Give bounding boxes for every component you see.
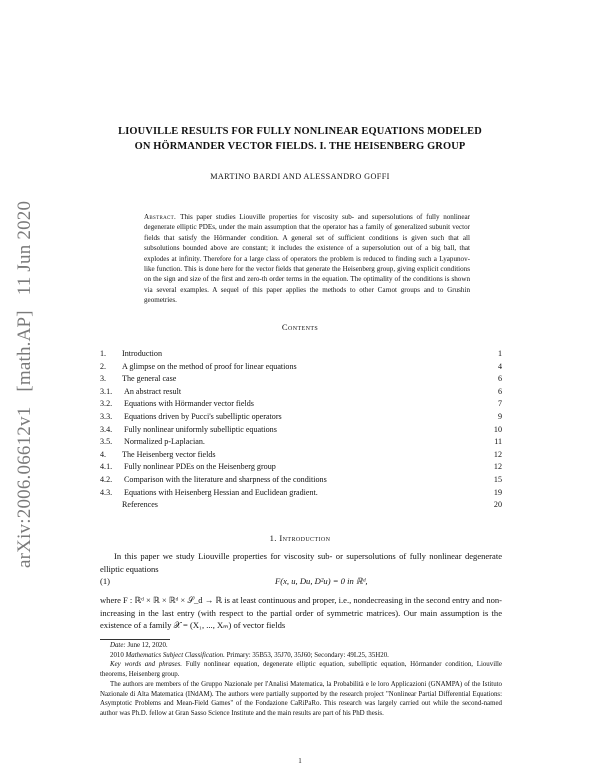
contents-heading: Contents xyxy=(281,322,319,332)
toc-entry-title: Comparison with the literature and sharpness of the conditions xyxy=(124,474,327,484)
toc-entry-title: References xyxy=(122,500,158,510)
arxiv-identifier[interactable]: arXiv:2006.06612v1 xyxy=(14,406,35,568)
toc-entry-title: The Heisenberg vector fields xyxy=(122,449,216,459)
toc-entry-page: 12 xyxy=(493,462,502,472)
toc-entry-page: 6 xyxy=(497,374,502,384)
toc-entry-number: 3.2. xyxy=(100,399,113,409)
toc-entry[interactable] xyxy=(100,449,502,462)
toc-entry-page: 7 xyxy=(497,399,502,409)
toc-entry[interactable] xyxy=(100,411,502,424)
toc-entry[interactable] xyxy=(100,373,502,386)
toc-entry[interactable] xyxy=(100,436,502,449)
toc-entry[interactable] xyxy=(100,398,502,411)
toc-entry-number: 3.3. xyxy=(100,411,113,421)
paper-title xyxy=(100,124,500,154)
equation-label: (1) xyxy=(100,576,111,586)
equation xyxy=(100,576,502,590)
paragraph: In this paper we study Liouville properties for viscosity sub- or supersolutions of fully nonlinear degenerate elliptic equations xyxy=(100,551,502,574)
toc-entry-page: 4 xyxy=(497,361,502,371)
toc-entry-title: The general case xyxy=(122,374,177,384)
toc-entry-number: 3.4. xyxy=(100,424,113,434)
toc-entry-number: 1. xyxy=(100,349,107,358)
toc-entry-number: 4. xyxy=(100,449,107,459)
abstract-label: Abstract. xyxy=(144,213,177,221)
toc-entry-page: 11 xyxy=(494,437,502,447)
abstract-text: This paper studies Liouville properties for viscosity sub- and supersolutions of fully nonlinear degenerate elliptic PDEs, under the main assumption that the operator has a family of generalized subunit vector fields that satisfy the Hörmander condition. A general set of sufficient conditions is given such that all subsolutions bounded above are constant; it includes the existence of a supersolution out of a big ball, that explodes at infinity. Therefore for a large class of operators the problem is reduced to finding such a Lyapunov-like function. This is done here for the vector fields that generate the Heisenberg group, giving explicit conditions on the sign and size of the first and zero-th order terms in the equation. The optimality of the conditions is shown via several examples. A sequel of this paper applies the methods to other Carnot groups and to Grushin geometries. xyxy=(144,213,470,305)
paragraph: where F : ℝᵈ × ℝ × ℝᵈ × 𝒮_d → ℝ is at least continuous and proper, i.e., nondecreasing in the second entry and non-increasing in the last entry (with respect to the partial order of symmetric matrices). Our main assumption is the existence of a family 𝒳 = (X₁, ..., Xₘ) of vector fields xyxy=(100,595,502,630)
toc-entry-number: 4.1. xyxy=(100,462,113,472)
toc-entry-title: Equations with Hörmander vector fields xyxy=(124,399,254,409)
toc-entry-title: Equations with Heisenberg Hessian and Euclidean gradient. xyxy=(124,487,318,497)
footnote-keywords: Key words and phrases. Fully nonlinear equation, degenerate elliptic equation, subelliptic equation, Hörmander condition, Liouville theorems, Heisenberg group. xyxy=(100,661,502,679)
table-of-contents xyxy=(100,348,502,512)
toc-entry-page: 12 xyxy=(493,449,502,459)
toc-entry-number: 2. xyxy=(100,361,107,371)
equation-body: F(x, u, Du, D²u) = 0 in ℝᵈ, xyxy=(275,576,368,586)
toc-entry-number: 4.2. xyxy=(100,474,113,484)
footnote-date: Date: June 12, 2020. xyxy=(110,642,168,649)
arxiv-date: 11 Jun 2020 xyxy=(14,200,35,296)
page-number: 1 xyxy=(298,757,302,765)
toc-entry[interactable] xyxy=(100,386,502,399)
authors: MARTINO BARDI AND ALESSANDRO GOFFI xyxy=(210,172,390,181)
toc-entry-number xyxy=(100,499,118,512)
toc-entry-number: 4.3. xyxy=(100,487,113,497)
footnote-divider xyxy=(100,639,170,640)
toc-entry[interactable] xyxy=(100,499,502,512)
arxiv-stamp xyxy=(14,168,36,568)
toc-entry-page: 19 xyxy=(493,487,502,497)
toc-entry[interactable] xyxy=(100,424,502,437)
abstract xyxy=(144,212,470,306)
footnote-msc: 2010 Mathematics Subject Classification. Primary: 35B53, 35J70, 35J60; Secondary: 49L25, 35H20. xyxy=(110,651,389,659)
toc-entry-title: An abstract result xyxy=(124,386,182,396)
toc-entry-number: 3.5. xyxy=(100,437,113,447)
toc-entry-page: 9 xyxy=(497,411,502,421)
title-line-2: ON HÖRMANDER VECTOR FIELDS. I. THE HEISENBERG GROUP xyxy=(134,141,466,152)
toc-entry-page: 6 xyxy=(497,386,502,396)
toc-entry-page: 1 xyxy=(497,349,502,358)
arxiv-category: [math.AP] xyxy=(14,310,35,392)
toc-entry[interactable] xyxy=(100,487,502,500)
toc-entry-page: 10 xyxy=(493,424,502,434)
toc-entry-number: 3. xyxy=(100,374,107,384)
title-line-1: LIOUVILLE RESULTS FOR FULLY NONLINEAR EQUATIONS MODELED xyxy=(118,126,482,137)
toc-entry-title: Fully nonlinear PDEs on the Heisenberg group xyxy=(124,462,276,472)
section-heading: 1. Introduction xyxy=(269,533,331,543)
footnotes xyxy=(100,641,502,719)
toc-entry[interactable] xyxy=(100,348,502,361)
toc-entry-title: Fully nonlinear uniformly subelliptic equations xyxy=(124,424,277,434)
toc-entry-title: A glimpse on the method of proof for linear equations xyxy=(122,361,297,371)
toc-entry-title: Normalized p-Laplacian. xyxy=(124,437,205,447)
toc-entry[interactable] xyxy=(100,461,502,474)
toc-entry[interactable] xyxy=(100,474,502,487)
toc-entry-title: Equations driven by Pucci's subelliptic operators xyxy=(124,411,282,421)
toc-entry[interactable] xyxy=(100,361,502,374)
toc-entry-page: 20 xyxy=(493,500,502,510)
toc-entry-page: 15 xyxy=(493,474,502,484)
footnote-funding: The authors are members of the Gruppo Nazionale per l'Analisi Matematica, la Probabilità e le loro Applicazioni (GNAMPA) of the Istituto Nazionale di Alta Matematica (INdAM). The authors were partially supported by the research project "Nonlinear Partial Differential Equations: Asymptotic Problems and Mean-Field Games" of the Fondazione CaRiPaRo. This research was largely carried out while the second-named author was Ph.D. fellow at Gran Sasso Science Institute and the main results are part of his PhD thesis. xyxy=(100,680,502,717)
toc-entry-number: 3.1. xyxy=(100,386,113,396)
toc-entry-title: Introduction xyxy=(122,349,163,358)
